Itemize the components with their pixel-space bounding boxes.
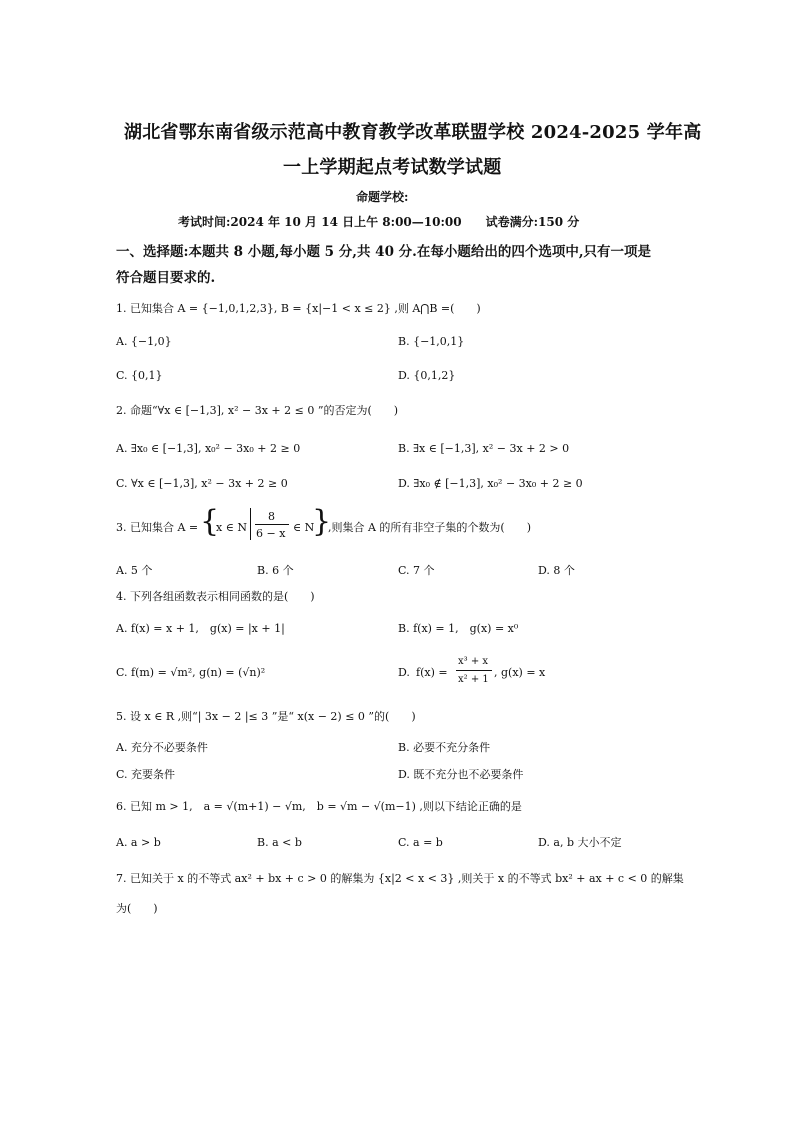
section-heading-line-2: 符合题目要求的. — [116, 270, 216, 286]
question-3-stem-suffix: ,则集合 A 的所有非空子集的个数为( ) — [328, 521, 532, 534]
question-3-stem-prefix: 3. 已知集合 A = — [116, 521, 199, 534]
question-1-option-a: A. {−1,0} — [116, 335, 172, 348]
question-5-option-c: C. 充要条件 — [116, 768, 176, 781]
question-1-option-d: D. {0,1,2} — [398, 369, 456, 382]
section-heading-line-1: 一、选择题:本题共 8 小题,每小题 5 分,共 40 分.在每小题给出的四个选项中,只有一项是 — [116, 244, 652, 260]
question-2-option-a: A. ∃x₀ ∈ [−1,3], x₀² − 3x₀ + 2 ≥ 0 — [116, 442, 301, 455]
fraction-bar — [456, 670, 492, 671]
question-5-stem: 5. 设 x ∈ R ,则“| 3x − 2 |≤ 3 ”是“ x(x − 2) ≤ 0 ”的( ) — [116, 710, 416, 723]
question-2-stem: 2. 命题“∀x ∈ [−1,3], x² − 3x + 2 ≤ 0 ”的否定为( ) — [116, 404, 399, 417]
question-5-option-d: D. 既不充分也不必要条件 — [398, 768, 524, 781]
title-line-1: 湖北省鄂东南省级示范高中教育教学改革联盟学校 2024-2025 学年高 — [124, 122, 702, 143]
question-3-set-var: x ∈ N — [216, 521, 247, 534]
school-label: 命题学校: — [356, 190, 409, 204]
question-4-option-d-numerator: x³ + x — [458, 656, 489, 667]
set-brace-right: } — [312, 504, 332, 539]
question-5-option-a: A. 充分不必要条件 — [116, 741, 208, 754]
question-3-option-a: A. 5 个 — [116, 564, 153, 577]
question-1-stem: 1. 已知集合 A = {−1,0,1,2,3}, B = {x|−1 < x ≤ 2} ,则 A⋂B =( ) — [116, 302, 481, 315]
question-4-option-d-denominator: x² + 1 — [458, 674, 489, 685]
question-7-stem: 7. 已知关于 x 的不等式 ax² + bx + c > 0 的解集为 {x|2 < x < 3} ,则关于 x 的不等式 bx² + ax + c < 0 的解集 — [116, 872, 684, 885]
question-7-stem-line-2: 为( ) — [116, 902, 158, 915]
question-2-option-c: C. ∀x ∈ [−1,3], x² − 3x + 2 ≥ 0 — [116, 477, 288, 490]
question-6-option-b: B. a < b — [257, 836, 302, 849]
exam-info: 考试时间:2024 年 10 月 14 日上午 8:00—10:00 试卷满分:150 分 — [178, 215, 580, 229]
question-6-stem: 6. 已知 m > 1, a = √(m+1) − √m, b = √m − √(m−1) ,则以下结论正确的是 — [116, 800, 522, 813]
question-4-option-d-suffix: , g(x) = x — [494, 666, 546, 679]
question-3-set-tail: ∈ N — [293, 521, 315, 534]
title-line-2: 一上学期起点考试数学试题 — [283, 157, 502, 178]
question-4-option-a: A. f(x) = x + 1, g(x) = |x + 1| — [116, 622, 285, 635]
set-divider — [250, 508, 251, 540]
question-1-option-b: B. {−1,0,1} — [398, 335, 465, 348]
question-3-option-d: D. 8 个 — [538, 564, 575, 577]
question-2-option-d: D. ∃x₀ ∉ [−1,3], x₀² − 3x₀ + 2 ≥ 0 — [398, 477, 583, 490]
question-3-fraction-denominator: 6 − x — [256, 527, 286, 540]
question-4-option-b: B. f(x) = 1, g(x) = x⁰ — [398, 622, 519, 635]
question-5-option-b: B. 必要不充分条件 — [398, 741, 491, 754]
question-1-option-c: C. {0,1} — [116, 369, 163, 382]
question-6-option-d: D. a, b 大小不定 — [538, 836, 622, 849]
question-6-option-a: A. a > b — [116, 836, 161, 849]
question-4-option-c: C. f(m) = √m², g(n) = (√n)² — [116, 666, 266, 679]
question-4-stem: 4. 下列各组函数表示相同函数的是( ) — [116, 590, 315, 603]
question-2-option-b: B. ∃x ∈ [−1,3], x² − 3x + 2 > 0 — [398, 442, 570, 455]
question-3-fraction-numerator: 8 — [268, 510, 275, 523]
question-6-option-c: C. a = b — [398, 836, 443, 849]
set-brace-left: { — [200, 504, 220, 539]
question-3-option-c: C. 7 个 — [398, 564, 435, 577]
question-4-option-d-prefix: f(x) = — [416, 666, 448, 679]
fraction-bar — [255, 524, 289, 525]
question-4-option-d-label: D. — [398, 666, 410, 679]
question-3-option-b: B. 6 个 — [257, 564, 294, 577]
